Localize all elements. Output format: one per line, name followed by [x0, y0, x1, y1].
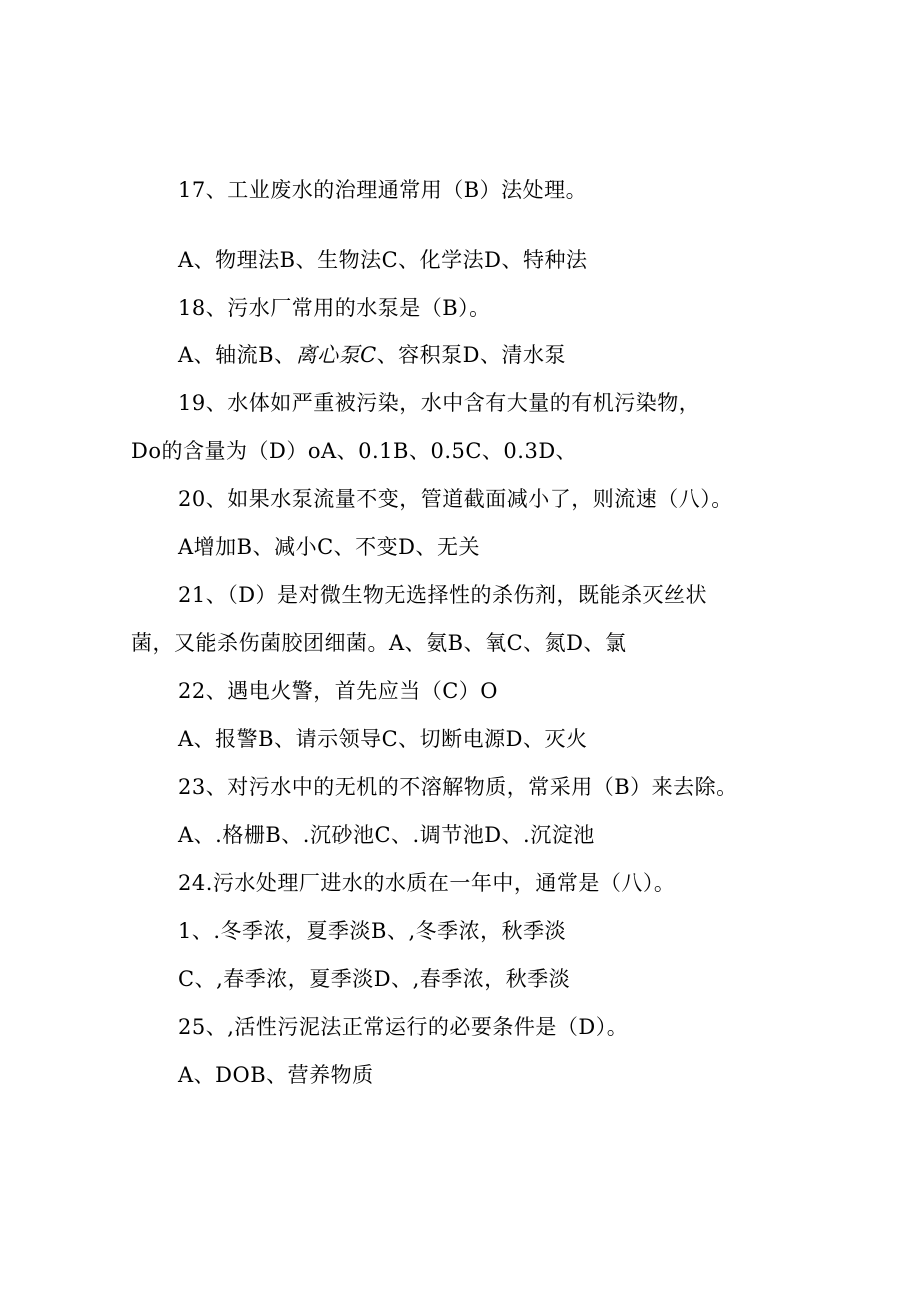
question-23: 23、对污水中的无机的不溶解物质，常采用（B）来去除。	[178, 775, 738, 799]
question-20: 20、如果水泵流量不变，管道截面减小了，则流速（八）。	[178, 487, 733, 511]
question-21-continued: 菌，又能杀伤菌胶团细菌。A、氨B、氧C、氮D、氯	[131, 631, 627, 655]
question-24: 24.污水处理厂进水的水质在一年中，通常是（八）。	[178, 871, 676, 895]
question-18-option-b-italic: 离心泵C	[295, 343, 377, 367]
question-20-options: A增加B、减小C、不变D、无关	[178, 535, 481, 559]
question-22: 22、遇电火警，首先应当（C）O	[178, 679, 499, 703]
question-21: 21、（D）是对微生物无选择性的杀伤剂，既能杀灭丝状	[178, 583, 708, 607]
question-18-options	[178, 341, 566, 369]
question-19: 19、水体如严重被污染，水中含有大量的有机污染物，	[178, 391, 701, 415]
question-24-options-1: 1、.冬季浓，夏季淡B、,冬季浓，秋季淡	[178, 919, 567, 943]
question-18-option-c-d: 、容积泵D、清水泵	[376, 343, 567, 367]
question-25-options: A、DOB、营养物质	[178, 1063, 374, 1087]
question-23-options: A、.格栅B、.沉砂池C、.调节池D、.沉淀池	[178, 823, 595, 847]
question-19-continued: Do的含量为（D）oA、0.1B、0.5C、0.3D、	[131, 439, 578, 463]
question-22-options: A、报警B、请示领导C、切断电源D、灭火	[178, 727, 588, 751]
question-17: 17、工业废水的治理通常用（B）法处理。	[178, 178, 588, 202]
question-24-options-2: C、,春季浓，夏季淡D、,春季浓，秋季淡	[178, 967, 571, 991]
question-17-options: A、物理法B、生物法C、化学法D、特种法	[178, 248, 588, 272]
question-18: 18、污水厂常用的水泵是（B）。	[178, 296, 491, 320]
question-25: 25、,活性污泥法正常运行的必要条件是（D）。	[178, 1015, 629, 1039]
question-18-option-a-b: A、轴流B、	[178, 343, 296, 367]
